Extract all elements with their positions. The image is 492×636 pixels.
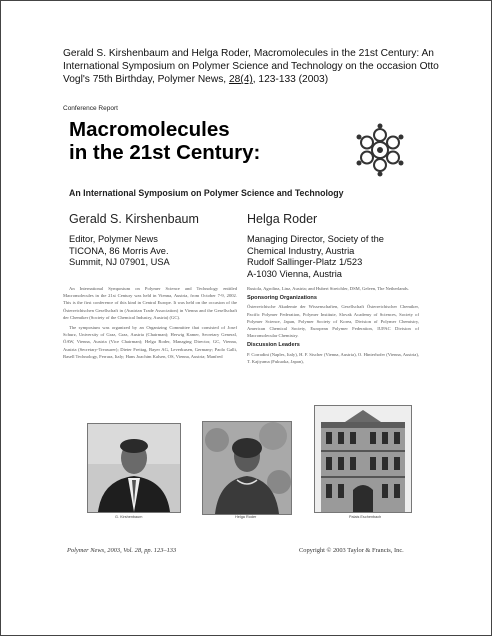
portrait-man-icon xyxy=(88,424,180,512)
author-2-name: Helga Roder xyxy=(247,212,318,226)
citation-volume: 28(4) xyxy=(228,74,253,86)
photo-roder xyxy=(202,421,292,515)
citation-text: Gerald S. Kirshenbaum and Helga Roder, Macromolecules in the 21st Century: An International Symposium on Polymer Science and Technology on the occasion Otto Vogl's 75th Birthday, Polymer News, xyxy=(63,48,439,86)
footer-journal: Polymer News, 2003, Vol. 28, pp. 123–133 xyxy=(67,547,177,554)
sponsoring-heading: Sponsoring Organizations xyxy=(247,295,317,302)
photo-kirshenbaum xyxy=(87,423,181,513)
author-2-line-3: Rudolf Sallinger-Platz 1/523 xyxy=(247,257,363,268)
body-column-right xyxy=(247,285,419,368)
author-1-line-1: Editor, Polymer News xyxy=(69,234,158,244)
section-label: Conference Report xyxy=(63,105,118,112)
author-2-affiliation xyxy=(247,234,417,280)
author-1-line-2: TICONA, 86 Morris Ave. xyxy=(69,245,169,256)
footer-copyright: Copyright © 2003 Taylor & Francis, Inc. xyxy=(299,547,404,554)
caption-kirshenbaum: G. Kirshenbaum xyxy=(115,515,143,519)
author-2-line-4: A-1030 Vienna, Austria xyxy=(247,268,342,279)
right-intro: Rusiola, Agrolinz, Linz, Austria; and Hubert Streichler, DSM, Geleen, The Netherlands. xyxy=(247,286,409,291)
building-icon xyxy=(315,406,411,512)
citation xyxy=(63,47,441,87)
body-column-left xyxy=(63,285,237,363)
body-paragraph-1: An International Symposium on Polymer Science and Technology entitled Macromolecules in the 21st Century was held in Vienna, Austria, from October 7-9, 2002. This is the first conference of this kind in Central Europe. It was held on the occasion of the Österreichischen Gesellschaft in (Austrian Trade Association) in Vienna and the Gesellschaft der Chemiker (Society of the Chemical Industry, Austria) (GC). xyxy=(63,286,237,320)
author-1-name: Gerald S. Kirshenbaum xyxy=(69,212,199,226)
discussion-heading: Discussion Leaders xyxy=(247,342,300,349)
title-line-1: Macromolecules xyxy=(69,118,230,141)
article-title xyxy=(69,118,329,164)
author-1-line-3: Summit, NJ 07901, USA xyxy=(69,257,170,268)
caption-roder: Helga Roder xyxy=(235,515,257,519)
sponsoring-body: Österreichische Akademie der Wissenschaften, Gesellschaft Österreichischer Chemiker, Pacific Polymer Federation, Polymer Institute, Slovak Academy of Sciences, Society of Polymer Science, Japan, Polymer Society of Korea, Division of Polymer Chemistry, American Chemical Society, European Polymer Federation, IUPAC Division of Macromolecular Chemistry. xyxy=(247,304,419,339)
title-line-2: in the 21st Century: xyxy=(69,141,261,164)
article-subtitle: An International Symposium on Polymer Science and Technology xyxy=(69,188,344,198)
author-1-affiliation xyxy=(69,234,229,269)
citation-pages: , 123-133 (2003) xyxy=(252,74,329,86)
discussion-body: P. Corradini (Naples, Italy), H. F. Sischer (Vienna, Austria), O. Hinterhofer (Vienna, Austria), T. Kajiyama (Fukuoka, Japan), xyxy=(247,351,419,364)
author-2-line-1: Managing Director, Society of the xyxy=(247,234,384,244)
symposium-logo-icon xyxy=(353,123,407,177)
author-2-line-2: Chemical Industry, Austria xyxy=(247,245,355,256)
portrait-woman-icon xyxy=(203,422,291,514)
body-paragraph-2: The symposium was organized by an Organizing Committee that consisted of Josef Schurz, University of Graz, Graz, Austria (Chairman); Herwig Kamer, Secretary General, ÖAW, Vienna, Austria (Vice Chairman); Helga Roder, Managing Director, GC, Vienna, Austria (Secretary-Treasurer); Dieter Freitag, Bayer AG, Leverkusen, Germany; Paolo Galli, Basell Technology, Ferrara, Italy; Hans Joachim Kalsen, OS, Vienna, Austria; Manfred xyxy=(63,325,237,359)
photo-palais xyxy=(314,405,412,513)
caption-palais: Palais Eschenbach xyxy=(349,515,382,519)
